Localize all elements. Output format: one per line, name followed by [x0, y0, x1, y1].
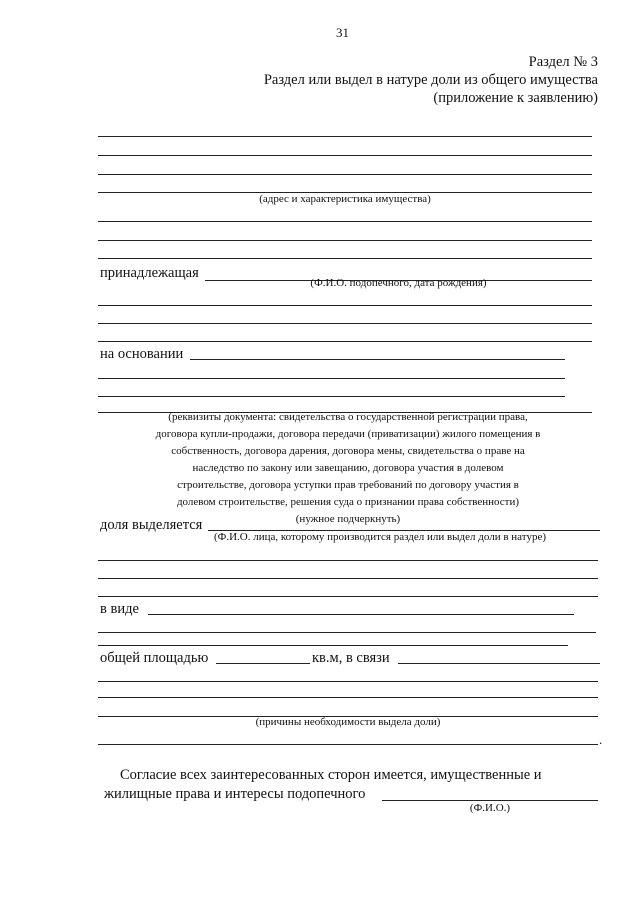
reason-line-3[interactable]	[98, 697, 598, 698]
share-caption: (Ф.И.О. лица, которому производится раздел или выдел доли в натуре)	[213, 531, 546, 543]
address-line-7[interactable]	[98, 258, 592, 259]
area-field[interactable]	[216, 663, 310, 664]
reason-end-mark: .	[599, 732, 603, 747]
share-line-2[interactable]	[98, 560, 598, 561]
owner-line-2[interactable]	[98, 305, 592, 306]
basis-caption-5: строительстве, договора уступки прав требований по договору участия в	[177, 479, 519, 491]
page-number: 31	[336, 25, 349, 40]
basis-line-3[interactable]	[98, 396, 565, 397]
basis-label: на основании	[100, 346, 184, 362]
basis-caption-3: собственность, договора дарения, договора мены, свидетельства о праве на	[171, 445, 525, 457]
consent-name-field[interactable]	[382, 800, 598, 801]
address-line-2[interactable]	[98, 155, 592, 156]
share-label: доля выделяется	[100, 517, 203, 533]
area-label: общей площадью	[100, 650, 209, 666]
owner-caption: (Ф.И.О. подопечного, дата рождения)	[310, 277, 487, 289]
address-line-5[interactable]	[98, 221, 592, 222]
consent-line-1: Согласие всех заинтересованных сторон имеется, имущественные и	[120, 767, 542, 783]
owner-label: принадлежащая	[100, 265, 199, 281]
reason-line-5[interactable]	[98, 744, 598, 745]
form-label: в виде	[100, 601, 139, 617]
reason-line-2[interactable]	[98, 681, 598, 682]
form-subtitle: (приложение к заявлению)	[433, 90, 598, 106]
area-reason-field[interactable]	[398, 663, 600, 664]
address-caption: (адрес и характеристика имущества)	[259, 193, 431, 205]
basis-caption-6: долевом строительстве, решения суда о признании права собственности)	[176, 496, 520, 508]
share-line-4[interactable]	[98, 596, 598, 597]
form-title: Раздел или выдел в натуре доли из общего имущества	[263, 72, 598, 88]
address-line-3[interactable]	[98, 174, 592, 175]
area-unit-label: кв.м, в связи	[312, 650, 390, 666]
consent-line-2: жилищные права и интересы подопечного	[104, 786, 366, 802]
basis-caption-4: наследство по закону или завещанию, договора участия в долевом	[192, 462, 504, 474]
form-line-2[interactable]	[98, 632, 596, 633]
owner-line-3[interactable]	[98, 323, 592, 324]
form-field[interactable]	[148, 614, 574, 615]
address-line-6[interactable]	[98, 240, 592, 241]
reason-caption: (причины необходимости выдела доли)	[255, 716, 441, 728]
address-line-1[interactable]	[98, 136, 592, 137]
owner-line-4[interactable]	[98, 341, 592, 342]
section-number: Раздел № 3	[528, 54, 598, 70]
basis-caption-7: (нужное подчеркнуть)	[295, 513, 401, 525]
basis-caption-1: (реквизиты документа: свидетельства о государственной регистрации права,	[168, 411, 528, 423]
basis-line-2[interactable]	[98, 378, 565, 379]
share-line-3[interactable]	[98, 578, 598, 579]
consent-caption: (Ф.И.О.)	[469, 802, 511, 814]
form-line-3[interactable]	[98, 645, 568, 646]
basis-caption-2: договора купли-продажи, договора передачи (приватизации) жилого помещения в	[155, 428, 541, 440]
basis-field[interactable]	[190, 359, 565, 360]
